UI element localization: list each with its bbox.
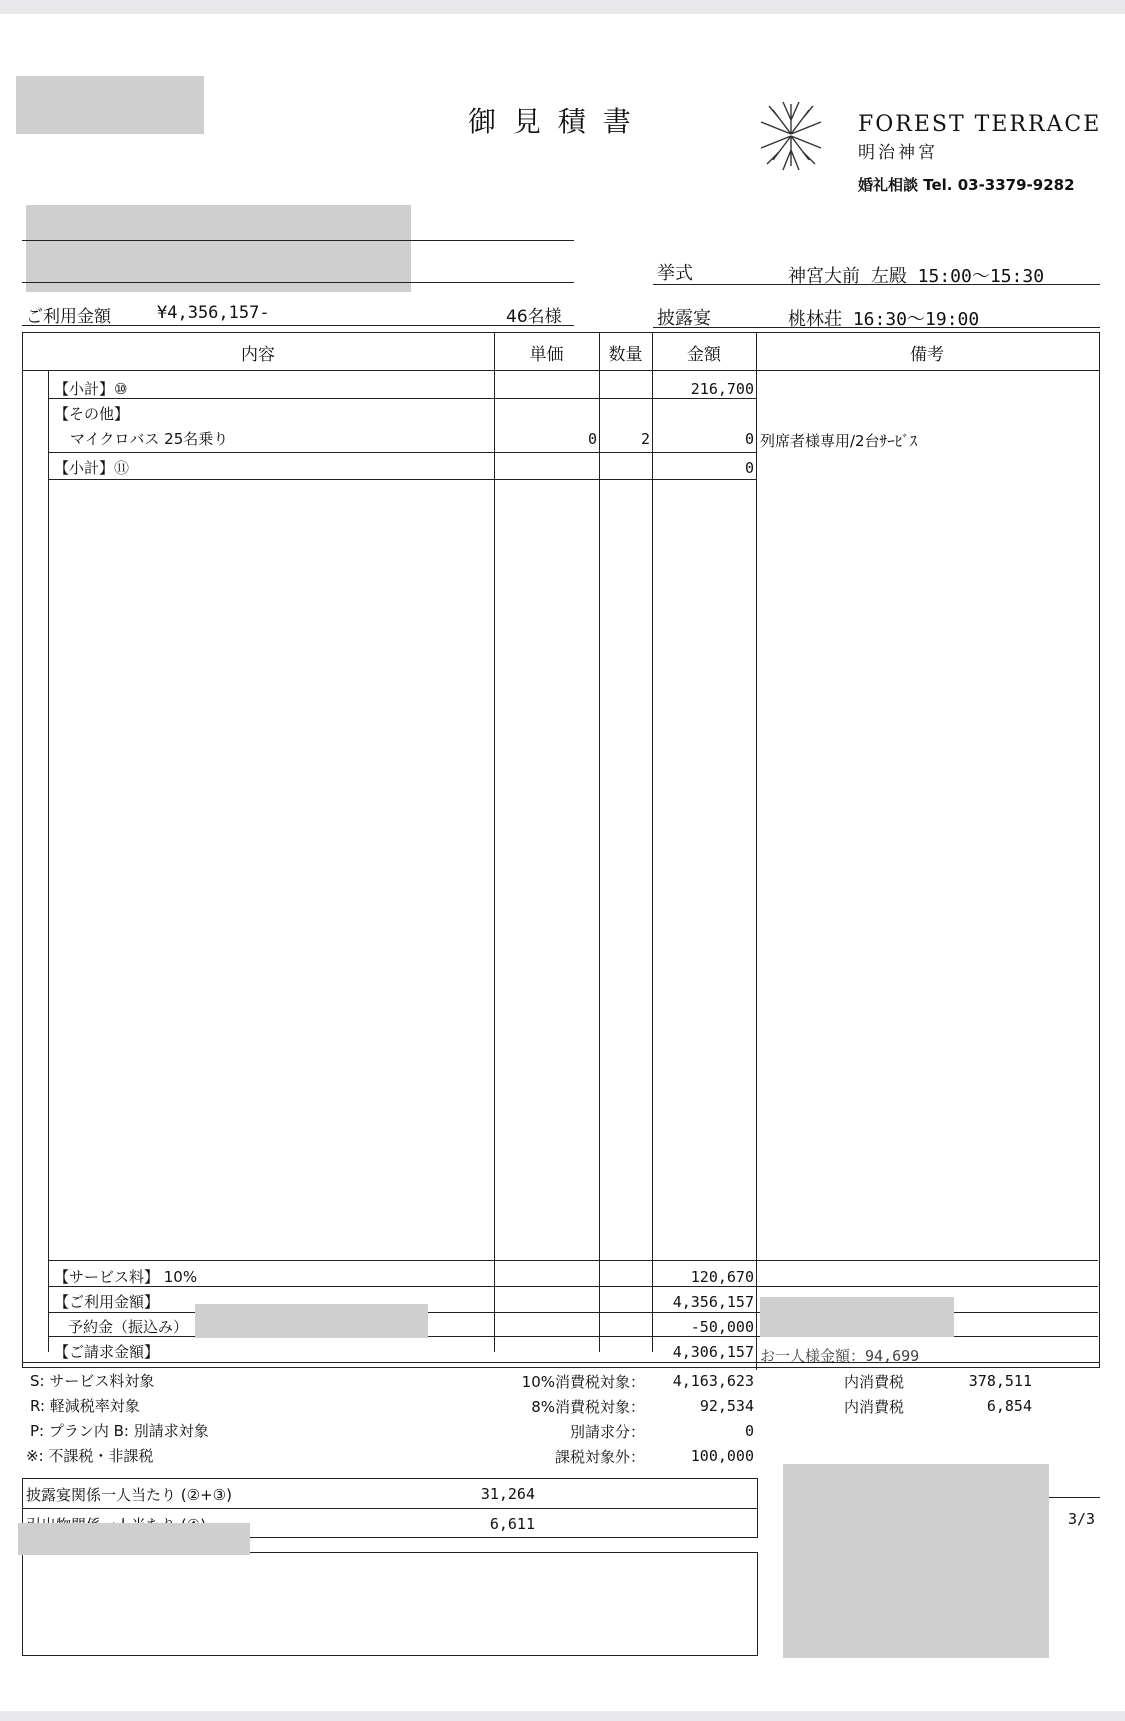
- exempt-label: 課税対象外：: [554, 1448, 645, 1466]
- row-bus-amount: 0: [744, 430, 754, 448]
- footer-usage-label: 【ご利用金額】: [54, 1293, 160, 1311]
- table-header-line: [22, 370, 1100, 371]
- customer-line-2: [22, 282, 574, 283]
- header-notes: 備考: [910, 345, 944, 365]
- per-person-reception-value: 31,264: [480, 1485, 535, 1503]
- tax10-inner-label: 内消費税: [844, 1373, 905, 1391]
- redacted-block-bottom-right: [783, 1464, 1049, 1658]
- footer-billing-amount: 4,306,157: [672, 1343, 754, 1361]
- row-line-2: [48, 452, 756, 453]
- legend-s: S: サービス料対象: [30, 1372, 155, 1390]
- summary-amount-label: ご利用金額: [26, 307, 111, 327]
- redacted-block-customer: [26, 205, 411, 292]
- redacted-block-top-left: [16, 76, 204, 134]
- row-subtotal11-label: 【小計】⑪: [54, 459, 130, 477]
- summary-line: [22, 325, 574, 326]
- footer-deposit-amount: -50,000: [690, 1318, 754, 1336]
- legend-x: ※: 不課税・非課税: [26, 1447, 154, 1465]
- customer-line-1: [22, 240, 574, 241]
- page-number-line: [1048, 1497, 1100, 1498]
- per-person-reception-label: 披露宴関係一人当たり (②+③): [26, 1486, 232, 1504]
- row-line-1: [48, 398, 756, 399]
- separate-label: 別請求分：: [569, 1423, 645, 1441]
- brand-name: FOREST TERRACE: [858, 112, 1102, 137]
- header-amount: 金額: [687, 345, 721, 365]
- col-divider-price: [599, 332, 600, 1352]
- inner-left-border: [48, 370, 49, 1352]
- ceremony-value: 神宮大前 左殿 15:00〜15:30: [788, 266, 1045, 287]
- estimate-sheet: [0, 14, 1125, 1711]
- row-bus-qty: 2: [640, 430, 650, 448]
- ceremony-label: 挙式: [657, 263, 693, 284]
- row-line-3: [48, 479, 756, 480]
- per-person-divider: [22, 1508, 758, 1509]
- footer-service-amount: 120,670: [690, 1268, 754, 1286]
- col-divider-amount: [756, 332, 757, 1370]
- col-divider-qty: [652, 332, 653, 1352]
- memo-box: [22, 1552, 758, 1656]
- header-content: 内容: [241, 345, 275, 365]
- row-other-label: 【その他】: [54, 405, 130, 423]
- summary-amount-value: ¥4,356,157-: [157, 303, 270, 323]
- summary-guests: 46名様: [506, 307, 562, 327]
- col-divider-content: [494, 332, 495, 1352]
- reception-value: 桃林荘 16:30〜19:00: [788, 309, 980, 330]
- footer-line-1: [48, 1260, 1098, 1261]
- footer-line-5: [22, 1362, 1100, 1363]
- per-person-gift-value: 6,611: [489, 1515, 535, 1533]
- tax10-value: 4,163,623: [672, 1372, 754, 1390]
- row-subtotal10-label: 【小計】⑩: [54, 380, 128, 398]
- footer-usage-amount: 4,356,157: [672, 1293, 754, 1311]
- row-bus-note: 列席者様専用/2台ｻｰﾋﾞｽ: [760, 432, 918, 450]
- reception-line: [653, 327, 1100, 328]
- row-subtotal11-amount: 0: [744, 459, 754, 477]
- redacted-block-deposit: [195, 1304, 428, 1338]
- tax8-label: 8%消費税対象：: [531, 1398, 645, 1416]
- header-unit-price: 単価: [529, 345, 564, 365]
- row-subtotal10-amount: 216,700: [690, 380, 754, 398]
- page-number: 3/3: [1068, 1510, 1096, 1528]
- footer-billing-label: 【ご請求金額】: [54, 1343, 160, 1361]
- legend-p: P: プラン内 B: 別請求対象: [30, 1422, 209, 1440]
- document-title: 御 見 積 書: [468, 105, 635, 138]
- tax8-inner-value: 6,854: [986, 1397, 1032, 1415]
- exempt-value: 100,000: [690, 1447, 754, 1465]
- row-bus-price: 0: [587, 430, 597, 448]
- forest-terrace-logo-icon: [755, 96, 827, 174]
- separate-value: 0: [744, 1422, 754, 1440]
- redacted-block-note: [760, 1297, 954, 1337]
- brand-subname: 明治神宮: [858, 143, 938, 163]
- footer-deposit-label: 予約金（振込み）: [68, 1318, 189, 1336]
- estimate-table: [22, 332, 1100, 1368]
- tax8-inner-label: 内消費税: [844, 1398, 905, 1416]
- tax8-value: 92,534: [699, 1397, 754, 1415]
- row-bus-label: マイクロバス 25名乗り: [70, 430, 229, 448]
- tax10-inner-value: 378,511: [968, 1372, 1032, 1390]
- ceremony-line: [653, 284, 1100, 285]
- redacted-block-bottom-left: [18, 1523, 250, 1555]
- brand-contact: 婚礼相談 Tel. 03-3379-9282: [858, 176, 1075, 194]
- reception-label: 披露宴: [657, 308, 711, 329]
- header-qty: 数量: [608, 345, 643, 365]
- tax10-label: 10%消費税対象：: [521, 1373, 645, 1391]
- footer-line-2: [48, 1286, 1098, 1287]
- footer-per-person-note: お一人様金額：94,699: [760, 1347, 920, 1365]
- legend-r: R: 軽減税率対象: [30, 1397, 140, 1415]
- footer-service-label: 【サービス料】 10%: [54, 1268, 198, 1286]
